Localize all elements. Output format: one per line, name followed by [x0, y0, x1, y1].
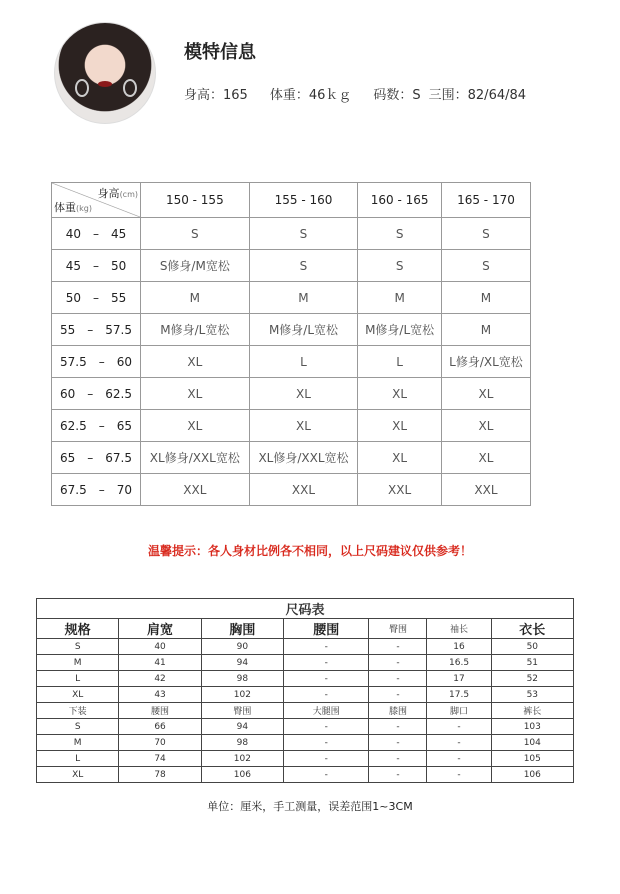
top-header-cell: 腰围	[284, 619, 369, 639]
chart-cell: -	[369, 767, 427, 783]
bottom-header-cell: 臀围	[201, 703, 283, 719]
chart-cell: -	[369, 751, 427, 767]
size-cell: M	[358, 282, 442, 314]
top-header-cell: 袖长	[427, 619, 491, 639]
chart-cell: 102	[201, 687, 283, 703]
chart-cell: 66	[119, 719, 201, 735]
fit-tip: 温馨提示：各人身材比例各不相同，以上尺码建议仅供参考！	[147, 544, 472, 558]
weight-range: 40 – 45	[52, 218, 141, 250]
top-header-cell: 规格	[37, 619, 119, 639]
bottom-header-cell: 脚口	[427, 703, 491, 719]
chart-cell: S	[37, 639, 119, 655]
size-cell: S	[358, 218, 442, 250]
chart-cell: 105	[491, 751, 573, 767]
bottom-data-row	[37, 735, 574, 751]
height-range-header: 165 - 170	[441, 183, 530, 218]
size-cell: L修身/XL宽松	[441, 346, 530, 378]
size-cell: M	[141, 282, 250, 314]
corner-weight-unit: (kg)	[76, 204, 92, 213]
size-guide-row	[52, 410, 531, 442]
size-cell: XL	[441, 410, 530, 442]
chart-cell: 51	[491, 655, 573, 671]
top-header-row	[37, 619, 574, 639]
chart-cell: 90	[201, 639, 283, 655]
chart-cell: -	[284, 751, 369, 767]
size-cell: M	[441, 314, 530, 346]
size-cell: XXL	[441, 474, 530, 506]
size-cell: XL修身/XXL宽松	[141, 442, 250, 474]
model-weight: 体重：46ｋｇ	[269, 88, 352, 103]
size-cell: S	[441, 218, 530, 250]
model-measurements: 三围：82/64/84	[428, 88, 527, 103]
unit-note: 单位：厘米，手工测量，误差范围1~3CM	[207, 800, 413, 813]
size-cell: XL修身/XXL宽松	[249, 442, 358, 474]
chart-cell: -	[427, 767, 491, 783]
chart-cell: 52	[491, 671, 573, 687]
corner-height-label: 身高	[97, 187, 120, 200]
size-guide-corner	[52, 183, 141, 218]
size-cell: S	[249, 218, 358, 250]
bottom-header-cell: 裤长	[491, 703, 573, 719]
size-cell: XL	[141, 378, 250, 410]
height-range-header: 160 - 165	[358, 183, 442, 218]
size-cell: XL	[249, 410, 358, 442]
size-cell: XL	[249, 378, 358, 410]
bottom-header-cell: 下装	[37, 703, 119, 719]
top-header-cell: 胸围	[201, 619, 283, 639]
chart-cell: 41	[119, 655, 201, 671]
top-header-cell: 臀围	[369, 619, 427, 639]
size-cell: M	[441, 282, 530, 314]
chart-cell: -	[369, 687, 427, 703]
size-cell: XL	[141, 410, 250, 442]
size-cell: XL	[441, 442, 530, 474]
model-avatar	[54, 22, 156, 124]
size-guide-row	[52, 346, 531, 378]
model-height: 身高：165	[184, 88, 248, 103]
chart-cell: -	[284, 767, 369, 783]
bottom-header-cell: 膝围	[369, 703, 427, 719]
bottom-data-row	[37, 751, 574, 767]
chart-cell: -	[284, 735, 369, 751]
model-info-title: 模特信息	[184, 42, 256, 63]
chart-cell: S	[37, 719, 119, 735]
model-size: 码数：S	[373, 88, 421, 103]
chart-cell: 53	[491, 687, 573, 703]
size-cell: M修身/L宽松	[249, 314, 358, 346]
size-cell: S修身/M宽松	[141, 250, 250, 282]
corner-height-unit: (cm)	[119, 190, 138, 199]
size-cell: S	[358, 250, 442, 282]
chart-cell: 17	[427, 671, 491, 687]
size-cell: XL	[358, 378, 442, 410]
top-data-row	[37, 655, 574, 671]
size-cell: L	[358, 346, 442, 378]
size-guide-row	[52, 314, 531, 346]
weight-range: 55 – 57.5	[52, 314, 141, 346]
size-guide-row	[52, 378, 531, 410]
size-cell: L	[249, 346, 358, 378]
size-cell: M	[249, 282, 358, 314]
chart-cell: 94	[201, 655, 283, 671]
chart-cell: 17.5	[427, 687, 491, 703]
size-cell: XXL	[249, 474, 358, 506]
chart-cell: -	[284, 687, 369, 703]
chart-cell: -	[284, 719, 369, 735]
top-data-row	[37, 687, 574, 703]
size-cell: M修身/L宽松	[141, 314, 250, 346]
weight-range: 65 – 67.5	[52, 442, 141, 474]
size-cell: M修身/L宽松	[358, 314, 442, 346]
chart-cell: 78	[119, 767, 201, 783]
chart-cell: -	[369, 671, 427, 687]
size-cell: XL	[358, 410, 442, 442]
weight-range: 50 – 55	[52, 282, 141, 314]
chart-cell: 70	[119, 735, 201, 751]
size-cell: XL	[358, 442, 442, 474]
weight-range: 62.5 – 65	[52, 410, 141, 442]
size-guide-row	[52, 218, 531, 250]
chart-cell: -	[427, 719, 491, 735]
chart-cell: 106	[201, 767, 283, 783]
bottom-header-cell: 大腿围	[284, 703, 369, 719]
chart-cell: 16	[427, 639, 491, 655]
chart-cell: M	[37, 735, 119, 751]
size-guide-table	[51, 182, 531, 506]
size-cell: XL	[441, 378, 530, 410]
chart-cell: 43	[119, 687, 201, 703]
size-cell: S	[141, 218, 250, 250]
height-range-header: 155 - 160	[249, 183, 358, 218]
size-guide-row	[52, 474, 531, 506]
top-header-cell: 衣长	[491, 619, 573, 639]
chart-cell: L	[37, 751, 119, 767]
model-stats	[184, 84, 526, 103]
size-cell: XXL	[141, 474, 250, 506]
top-data-row	[37, 671, 574, 687]
top-header-cell: 肩宽	[119, 619, 201, 639]
chart-cell: -	[427, 751, 491, 767]
weight-range: 60 – 62.5	[52, 378, 141, 410]
chart-cell: -	[369, 655, 427, 671]
chart-cell: 98	[201, 671, 283, 687]
bottom-data-row	[37, 767, 574, 783]
chart-cell: XL	[37, 767, 119, 783]
size-guide-row	[52, 442, 531, 474]
size-guide-row	[52, 250, 531, 282]
chart-cell: M	[37, 655, 119, 671]
bottom-header-row	[37, 703, 574, 719]
bottom-data-row	[37, 719, 574, 735]
size-chart-table	[36, 598, 574, 783]
chart-cell: -	[284, 671, 369, 687]
chart-cell: 98	[201, 735, 283, 751]
size-chart-title-row	[37, 599, 574, 619]
chart-cell: 42	[119, 671, 201, 687]
bottom-header-cell: 腰围	[119, 703, 201, 719]
chart-cell: 74	[119, 751, 201, 767]
chart-cell: 40	[119, 639, 201, 655]
size-guide-header-row	[52, 183, 531, 218]
chart-cell: 94	[201, 719, 283, 735]
weight-range: 67.5 – 70	[52, 474, 141, 506]
chart-cell: -	[284, 639, 369, 655]
avatar-earring-left	[75, 79, 89, 97]
chart-cell: -	[369, 639, 427, 655]
chart-cell: L	[37, 671, 119, 687]
chart-cell: 16.5	[427, 655, 491, 671]
chart-cell: 50	[491, 639, 573, 655]
chart-cell: 102	[201, 751, 283, 767]
chart-cell: 104	[491, 735, 573, 751]
model-info-section	[0, 0, 620, 140]
chart-cell: -	[369, 735, 427, 751]
weight-range: 57.5 – 60	[52, 346, 141, 378]
size-cell: XL	[141, 346, 250, 378]
size-cell: XXL	[358, 474, 442, 506]
chart-cell: 103	[491, 719, 573, 735]
chart-cell: -	[284, 655, 369, 671]
chart-cell: XL	[37, 687, 119, 703]
avatar-lips	[98, 81, 112, 87]
size-chart-title: 尺码表	[37, 599, 574, 619]
height-range-header: 150 - 155	[141, 183, 250, 218]
chart-cell: -	[369, 719, 427, 735]
size-guide-row	[52, 282, 531, 314]
size-cell: S	[441, 250, 530, 282]
weight-range: 45 – 50	[52, 250, 141, 282]
chart-cell: 106	[491, 767, 573, 783]
chart-cell: -	[427, 735, 491, 751]
size-cell: S	[249, 250, 358, 282]
corner-weight-label: 体重	[54, 201, 76, 214]
top-data-row	[37, 639, 574, 655]
avatar-earring-right	[123, 79, 137, 97]
